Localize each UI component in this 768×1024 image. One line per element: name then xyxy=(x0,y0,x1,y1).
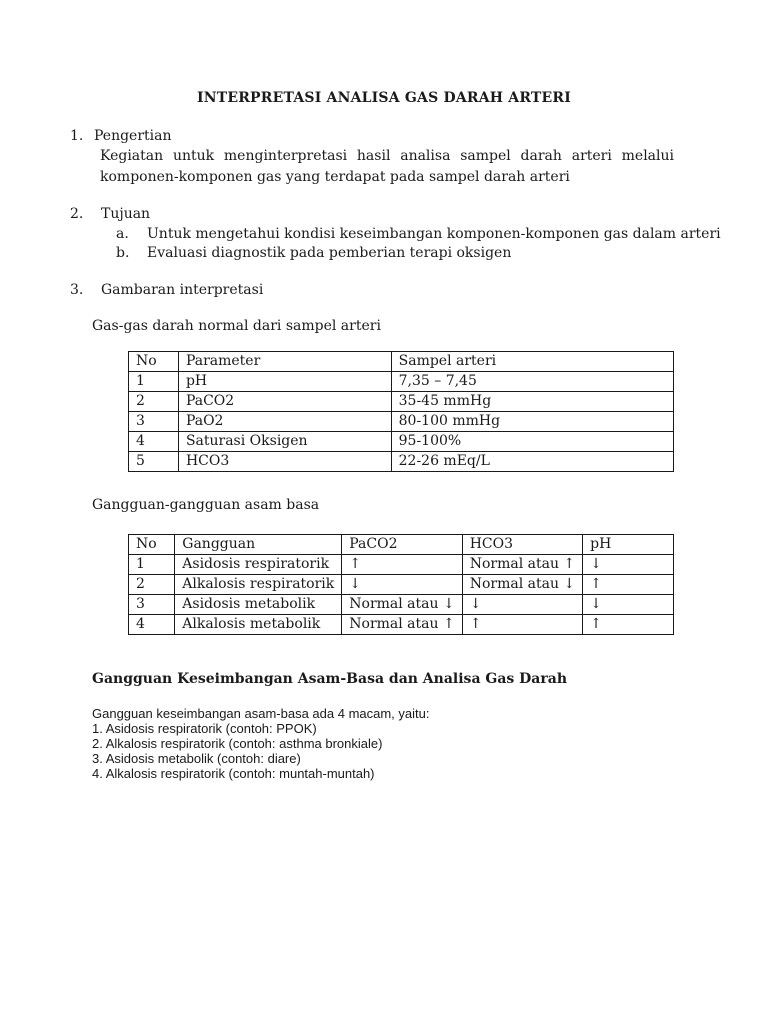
table-cell: Normal atau ↓ xyxy=(342,595,462,615)
table-cell: 2 xyxy=(129,392,179,412)
acid-base-disorders-table xyxy=(128,534,674,635)
table-cell: ↓ xyxy=(342,575,462,595)
section-1-heading: Pengertian xyxy=(94,128,172,144)
table-header-row xyxy=(129,535,674,555)
table-cell: pH xyxy=(178,372,391,392)
table-row xyxy=(129,575,674,595)
header-cell: Gangguan xyxy=(175,535,342,555)
header-cell: No xyxy=(129,535,175,555)
table-cell: Asidosis respiratorik xyxy=(175,555,342,575)
list-item: 3. Asidosis metabolik (contoh: diare) xyxy=(92,751,301,766)
document-title: INTERPRETASI ANALISA GAS DARAH ARTERI xyxy=(196,90,572,106)
section-1-number: 1. xyxy=(70,128,84,144)
table-cell: ↓ xyxy=(583,595,674,615)
table-cell: 95-100% xyxy=(391,432,673,452)
table-cell: 1 xyxy=(129,372,179,392)
table-header-row xyxy=(129,352,674,372)
table-row xyxy=(129,412,674,432)
normal-values-table xyxy=(128,351,674,472)
table-cell: 5 xyxy=(129,452,179,472)
table-cell: 4 xyxy=(129,615,175,635)
table-row xyxy=(129,555,674,575)
header-cell: PaCO2 xyxy=(342,535,462,555)
table-cell: ↓ xyxy=(583,555,674,575)
summary-intro: Gangguan keseimbangan asam-basa ada 4 macam, yaitu: xyxy=(92,706,430,721)
item-letter: b. xyxy=(116,245,130,261)
table-cell: Normal atau ↑ xyxy=(342,615,462,635)
section-3-heading: Gambaran interpretasi xyxy=(101,282,264,298)
section-2-heading: Tujuan xyxy=(101,206,151,222)
section-2-number: 2. xyxy=(70,206,84,222)
table-cell: ↑ xyxy=(583,615,674,635)
table-row xyxy=(129,615,674,635)
item-letter: a. xyxy=(116,226,129,242)
table-cell: Saturasi Oksigen xyxy=(178,432,391,452)
item-text: Evaluasi diagnostik pada pemberian terapi oksigen xyxy=(147,245,512,261)
list-item: 1. Asidosis respiratorik (contoh: PPOK) xyxy=(92,721,317,736)
table-cell: ↑ xyxy=(342,555,462,575)
table-cell: ↑ xyxy=(583,575,674,595)
table-cell: PaO2 xyxy=(178,412,391,432)
summary-block xyxy=(92,706,429,781)
header-cell: pH xyxy=(583,535,674,555)
table-cell: 80-100 mmHg xyxy=(391,412,673,432)
table-row xyxy=(129,392,674,412)
table-cell: 4 xyxy=(129,432,179,452)
table-cell: 3 xyxy=(129,412,179,432)
table-cell: 35-45 mmHg xyxy=(391,392,673,412)
table-cell: 3 xyxy=(129,595,175,615)
header-cell: Parameter xyxy=(178,352,391,372)
table-cell: PaCO2 xyxy=(178,392,391,412)
summary-heading: Gangguan Keseimbangan Asam-Basa dan Analisa Gas Darah xyxy=(92,671,568,687)
table-row xyxy=(129,372,674,392)
table-cell: 2 xyxy=(129,575,175,595)
table-row xyxy=(129,432,674,452)
table-cell: Normal atau ↑ xyxy=(462,555,582,575)
table-cell: Asidosis metabolik xyxy=(175,595,342,615)
header-cell: Sampel arteri xyxy=(391,352,673,372)
table-cell: ↓ xyxy=(462,595,582,615)
header-cell: No xyxy=(129,352,179,372)
table-row xyxy=(129,595,674,615)
table-cell: 22-26 mEq/L xyxy=(391,452,673,472)
section-3-number: 3. xyxy=(70,282,84,298)
table1-caption: Gas-gas darah normal dari sampel arteri xyxy=(92,318,381,334)
table-row xyxy=(129,452,674,472)
table-cell: ↑ xyxy=(462,615,582,635)
table-cell: Alkalosis respiratorik xyxy=(175,575,342,595)
header-cell: HCO3 xyxy=(462,535,582,555)
table-cell: Normal atau ↓ xyxy=(462,575,582,595)
table2-caption: Gangguan-gangguan asam basa xyxy=(92,497,320,513)
item-text: Untuk mengetahui kondisi keseimbangan komponen-komponen gas dalam arteri xyxy=(147,226,721,242)
list-item: 2. Alkalosis respiratorik (contoh: asthma bronkiale) xyxy=(92,736,383,751)
section-1-body: Kegiatan untuk menginterpretasi hasil analisa sampel darah arteri melalui komponen-komponen gas yang terdapat pada sampel darah arteri xyxy=(100,148,674,185)
table-cell: HCO3 xyxy=(178,452,391,472)
table-cell: Alkalosis metabolik xyxy=(175,615,342,635)
table-cell: 7,35 – 7,45 xyxy=(391,372,673,392)
list-item: 4. Alkalosis respiratorik (contoh: muntah-muntah) xyxy=(92,766,375,781)
table-cell: 1 xyxy=(129,555,175,575)
